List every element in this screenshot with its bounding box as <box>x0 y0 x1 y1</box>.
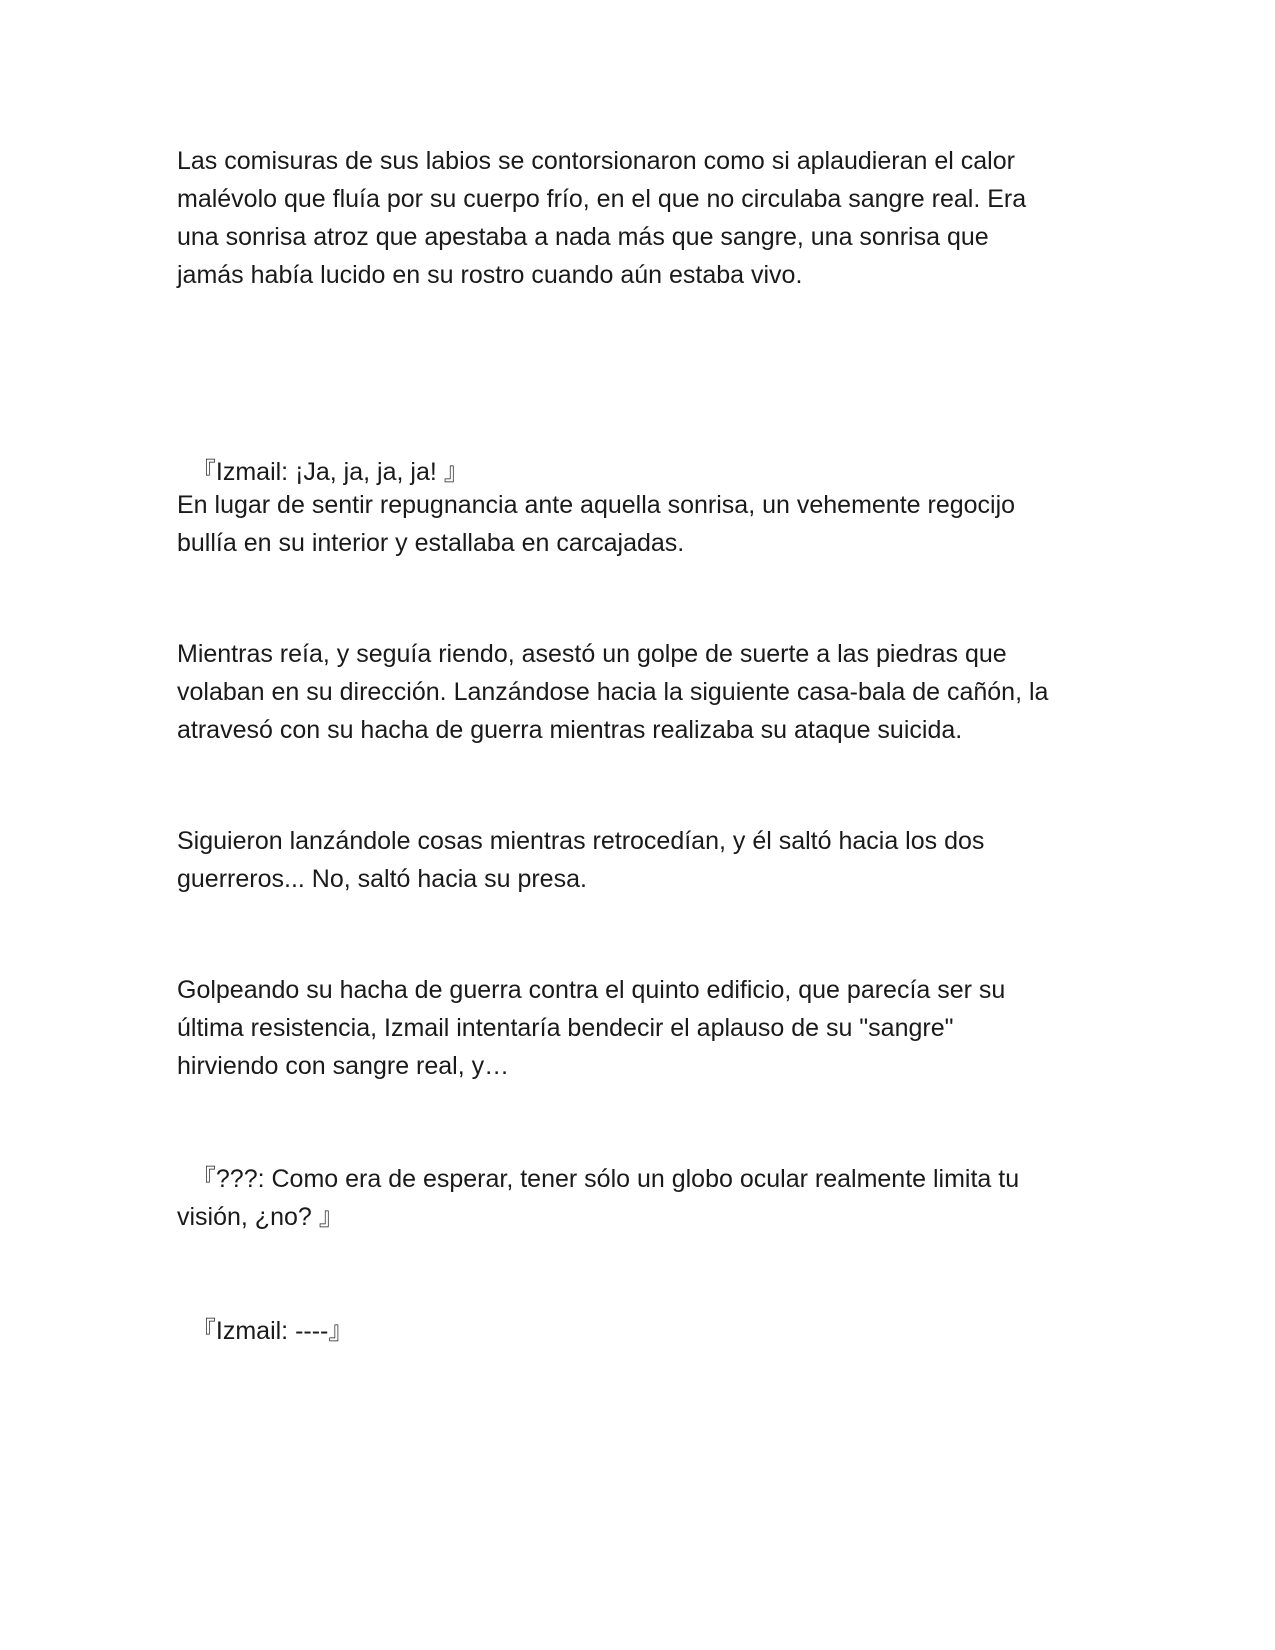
text-line: 『???: Como era de esperar, tener sólo un globo ocular realmente limita tu <box>177 1165 1020 1193</box>
text-line: volaban en su dirección. Lanzándose hacia la siguiente casa-bala de cañón, la <box>177 678 1049 706</box>
paragraph-3 <box>177 635 1107 749</box>
text-line: jamás había lucido en su rostro cuando aún estaba vivo. <box>177 261 803 289</box>
text-line: visión, ¿no? 』 <box>177 1203 344 1231</box>
paragraph-1 <box>177 142 1107 294</box>
text-line: Las comisuras de sus labios se contorsionaron como si aplaudieran el calor <box>177 147 1015 175</box>
text-line: guerreros... No, saltó hacia su presa. <box>177 865 587 893</box>
text-line: Mientras reía, y seguía riendo, asestó un golpe de suerte a las piedras que <box>177 640 1007 668</box>
paragraph-5 <box>177 971 1107 1085</box>
dialogue-3 <box>177 1312 1107 1350</box>
text-line: En lugar de sentir repugnancia ante aquella sonrisa, un vehemente regocijo <box>177 491 1016 519</box>
text-line: última resistencia, Izmail intentaría bendecir el aplauso de su "sangre" <box>177 1014 954 1042</box>
text-line: 『Izmail: ----』 <box>177 1317 354 1345</box>
text-line: malévolo que fluía por su cuerpo frío, en el que no circulaba sangre real. Era <box>177 185 1027 213</box>
dialogue-2 <box>177 1160 1107 1236</box>
text-line: atravesó con su hacha de guerra mientras realizaba su ataque suicida. <box>177 716 963 744</box>
paragraph-2 <box>177 486 1107 562</box>
text-line: Golpeando su hacha de guerra contra el quinto edificio, que parecía ser su <box>177 976 1006 1004</box>
text-line: bullía en su interior y estallaba en carcajadas. <box>177 529 685 557</box>
text-line: Siguieron lanzándole cosas mientras retrocedían, y él saltó hacia los dos <box>177 827 985 855</box>
paragraph-4 <box>177 822 1107 898</box>
text-line: hirviendo con sangre real, y… <box>177 1052 510 1080</box>
text-line: una sonrisa atroz que apestaba a nada más que sangre, una sonrisa que <box>177 223 989 251</box>
text-line: 『Izmail: ¡Ja, ja, ja, ja! 』 <box>177 458 469 486</box>
